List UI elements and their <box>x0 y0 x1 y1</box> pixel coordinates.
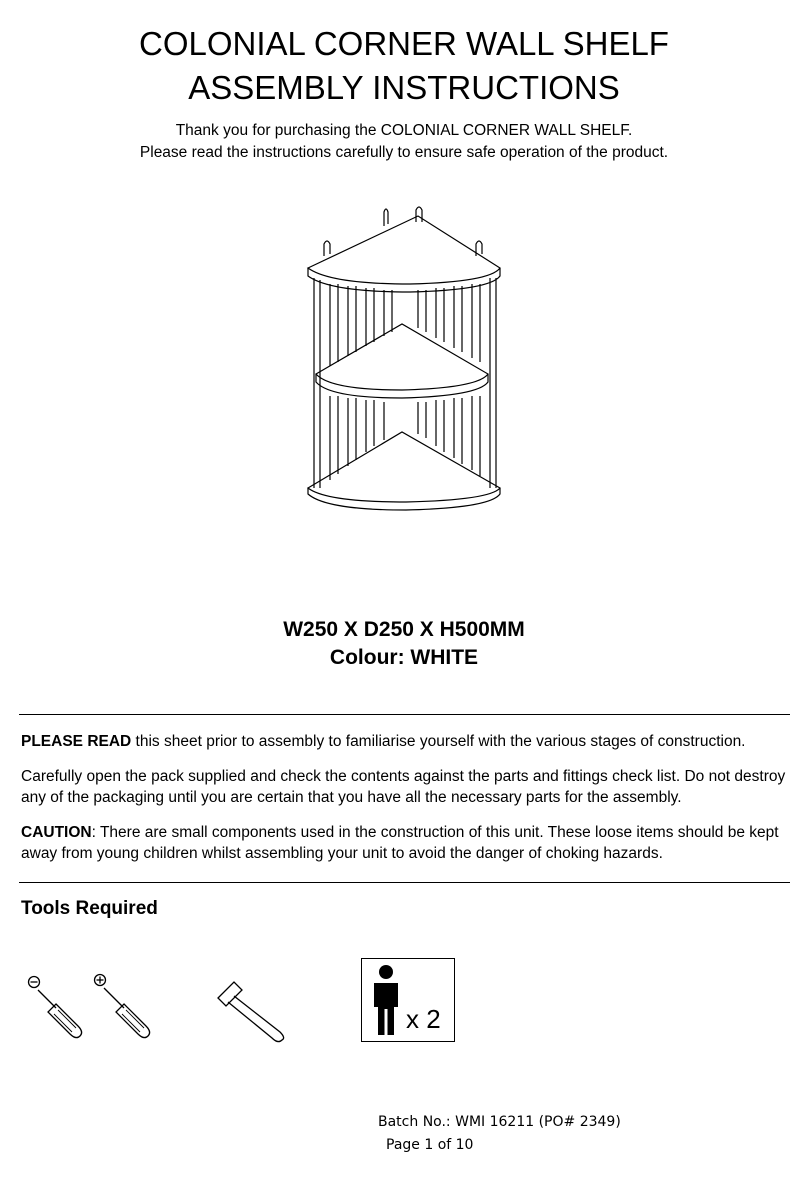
read-note <box>21 731 791 752</box>
product-spec <box>0 616 808 672</box>
corner-shelf-illustration <box>290 198 520 518</box>
intro-text <box>0 120 808 164</box>
product-dimensions: W250 X D250 X H500MM <box>283 618 525 641</box>
divider <box>19 882 790 883</box>
batch-number: Batch No.: WMI 16211 (PO# 2349) <box>378 1114 621 1130</box>
footer <box>378 1111 621 1157</box>
page-number: Page 1 of 10 <box>386 1137 474 1153</box>
phillips-screwdriver-icon <box>88 968 160 1044</box>
product-colour: Colour: WHITE <box>329 646 479 669</box>
caution-text: : There are small components used in the construction of this unit. These loose items should be kept away from young children whilst assembling your unit to avoid the danger of choking hazards. <box>21 824 779 862</box>
pack-note: Carefully open the pack supplied and check the contents against the parts and fittings check list. Do not destroy any of the packaging until you are certain that you have all the necessary parts for the assembly. <box>21 768 786 806</box>
tools-heading: Tools Required <box>21 898 158 919</box>
read-note-text: this sheet prior to assembly to familiarise yourself with the various stages of construction. <box>131 733 746 750</box>
hammer-icon <box>212 976 292 1044</box>
document-title <box>0 22 808 110</box>
read-note-bold: PLEASE READ <box>21 733 132 750</box>
intro-line-2: Please read the instructions carefully to ensure safe operation of the product. <box>139 144 669 161</box>
two-person-box <box>361 958 455 1042</box>
person-icon <box>368 963 404 1037</box>
notes-section <box>21 731 791 878</box>
divider <box>19 714 790 715</box>
title-line-2: ASSEMBLY INSTRUCTIONS <box>188 69 620 106</box>
people-count: x 2 <box>406 1004 441 1034</box>
caution-label: CAUTION <box>21 824 92 841</box>
flathead-screwdriver-icon <box>22 972 92 1044</box>
caution-note <box>21 822 791 864</box>
title-line-1: COLONIAL CORNER WALL SHELF <box>139 25 669 62</box>
intro-line-1: Thank you for purchasing the COLONIAL CORNER WALL SHELF. <box>175 122 633 139</box>
